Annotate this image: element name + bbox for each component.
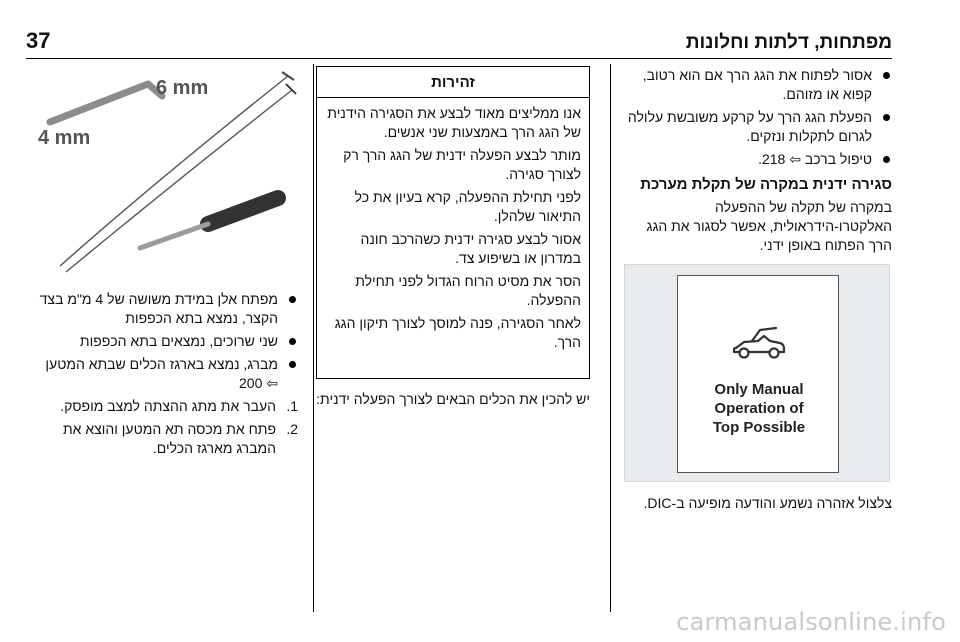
bullet-dot-icon (883, 72, 890, 79)
convertible-car-icon (730, 324, 788, 364)
step-item: 1. העבר את מתג ההצתה למצב מופסק. (60, 398, 298, 414)
cord-ends (282, 72, 296, 94)
warning-paragraph: מותר לבצע הפעלה ידנית של הגג הרך רק לצורך סגירה. (343, 147, 581, 182)
section-body: במקרה של תקלה של ההפעלה האלקטרו-הידראולית, אפשר לסגור את הגג הרך הפתוח באופן ידני. (646, 199, 892, 253)
list-item: אסור לפתוח את הגג הרך אם הוא רטוב, קפוא או מזוהם. (624, 66, 892, 104)
hex-key-4mm (50, 84, 148, 122)
left-column (30, 290, 298, 462)
tools-illustration (30, 66, 300, 278)
warning-paragraph: לפני תחילת ההפעלה, קרא בעיון את כל התיאור שלהלן. (354, 189, 581, 224)
step-item: 2. פתח את מכסה תא המטען והוצא את המברג מארגז הכלים. (62, 421, 298, 456)
list-item: טיפול ברכב ⇦ 218. (624, 150, 892, 169)
tools-intro: יש להכין את הכלים הבאים לצורך הפעלה ידנית: (316, 391, 590, 407)
warning-paragraph: הסר את מסיט הרוח הגדול לפני תחילת ההפעלה. (355, 273, 581, 308)
warning-paragraph: אסור לבצע סגירה ידנית כשהרכב חונה במדרון או בשיפוע צד. (360, 231, 581, 266)
image-caption: צלצול אזהרה נשמע והודעה מופיעה ב-DIC. (643, 495, 892, 511)
dic-panel (677, 275, 839, 473)
list-item: מפתח אלן במידת משושה של 4 מ"מ בצד הקצר, נמצא בתא הכפפות (30, 290, 298, 328)
warning-paragraph: לאחר הסגירה, פנה למוסך לצורך תיקון הגג הרך. (334, 315, 581, 350)
dic-display-image (624, 264, 890, 482)
bullet-dot-icon (289, 361, 296, 368)
column-divider-left (313, 64, 314, 612)
middle-column-text (316, 390, 590, 413)
section-heading: סגירה ידנית במקרה של תקלת מערכת (640, 176, 892, 193)
column-divider-right (610, 64, 611, 612)
hex-key-large-label: 6 mm (156, 77, 209, 99)
page-header (26, 28, 892, 54)
watermark: carmanualsonline.info (676, 608, 946, 636)
dic-message: Only Manual Operation of Top Possible (712, 381, 806, 436)
tools-list (30, 290, 298, 393)
bullet-dot-icon (883, 114, 890, 121)
steps-list (30, 397, 298, 458)
warning-paragraph: אנו ממליצים מאוד לבצע את הסגירה הידנית של הגג הרך באמצעות שני אנשים. (327, 105, 581, 140)
bullet-dot-icon (289, 296, 296, 303)
screwdriver-shaft (140, 224, 208, 248)
page-number: 37 (26, 28, 51, 53)
hex-key-small-label: 4 mm (38, 127, 91, 149)
running-title: מפתחות, דלתות וחלונות (685, 32, 892, 53)
header-rule (26, 58, 892, 59)
screwdriver-handle (208, 198, 278, 224)
bullet-dot-icon (289, 338, 296, 345)
warning-body (317, 98, 589, 352)
warning-title: זהירות (317, 67, 589, 98)
precaution-list (624, 66, 892, 169)
list-item: הפעלת הגג הרך על קרקע משובשת עלולה לגרום לתקלות ונזקים. (624, 108, 892, 146)
list-item: שני שרוכים, נמצאים בתא הכפפות (30, 332, 298, 351)
right-column (624, 66, 892, 259)
warning-box (316, 66, 590, 379)
list-item: מברג, נמצא בארגז הכלים שבתא המטען ⇦ 200 (30, 355, 298, 393)
cord-2 (66, 90, 292, 272)
bullet-dot-icon (883, 156, 890, 163)
